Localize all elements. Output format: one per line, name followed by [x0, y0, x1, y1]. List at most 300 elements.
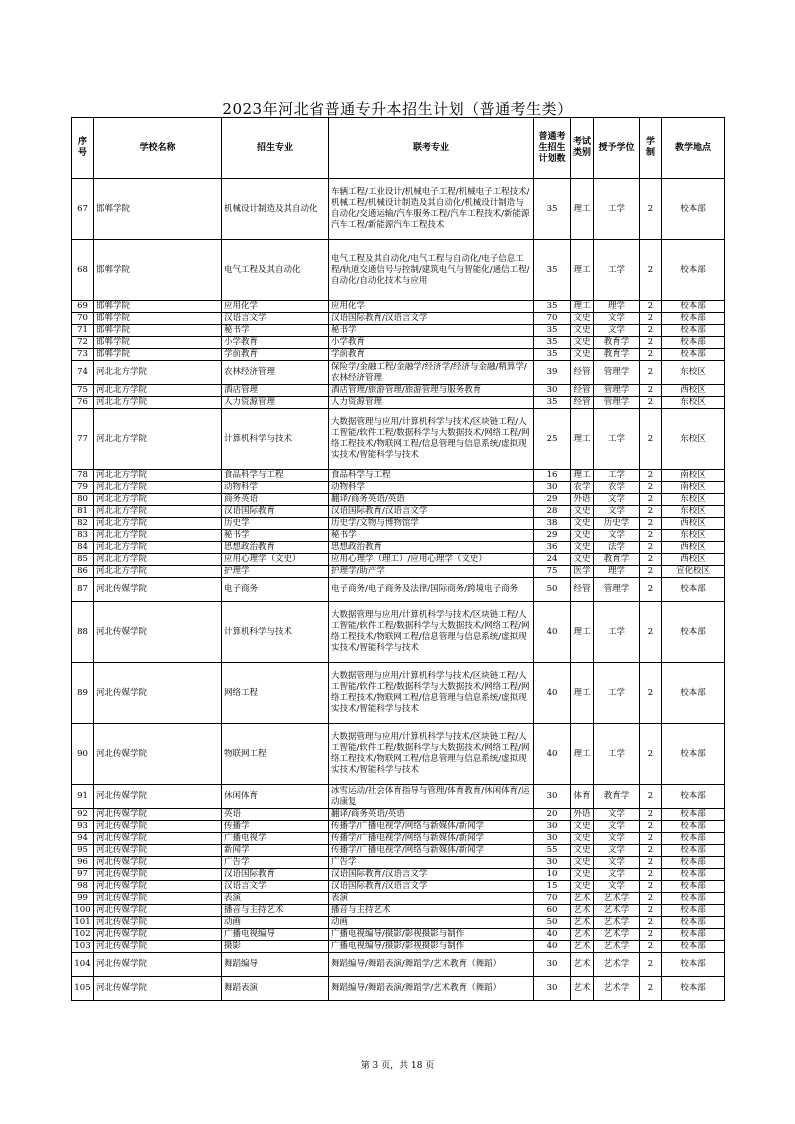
table-row	[72, 578, 725, 602]
quota: 30	[534, 953, 571, 977]
row-index: 69	[72, 301, 94, 313]
major-name: 摄影	[222, 941, 329, 953]
location: 西校区	[662, 518, 725, 530]
quota: 28	[534, 506, 571, 518]
exam-type: 文史	[571, 349, 594, 361]
duration: 2	[640, 602, 662, 663]
quota: 35	[534, 240, 571, 301]
school-name: 河北北方学院	[94, 554, 222, 566]
location: 校本部	[662, 337, 725, 349]
exam-type: 文史	[571, 869, 594, 881]
table-row	[72, 833, 725, 845]
degree: 艺术学	[594, 941, 640, 953]
degree: 文学	[594, 506, 640, 518]
duration: 2	[640, 337, 662, 349]
row-index: 98	[72, 881, 94, 893]
quota: 40	[534, 724, 571, 785]
exam-type: 艺术	[571, 893, 594, 905]
degree: 文学	[594, 833, 640, 845]
degree: 工学	[594, 663, 640, 724]
major-name: 传播学	[222, 821, 329, 833]
school-name: 河北北方学院	[94, 518, 222, 530]
degree: 法学	[594, 542, 640, 554]
location: 校本部	[662, 917, 725, 929]
row-index: 76	[72, 397, 94, 409]
location: 南校区	[662, 470, 725, 482]
duration: 2	[640, 566, 662, 578]
joint-majors: 护理学/助产学	[329, 566, 534, 578]
location: 校本部	[662, 325, 725, 337]
quota: 39	[534, 361, 571, 385]
joint-majors: 大数据管理与应用/计算机科学与技术/区块链工程/人工智能/软件工程/数据科学与大数据技术/网络工程/网络工程技术/物联网工程/信息管理与信息系统/虚拟现实技术/智能科学与技术	[329, 409, 534, 470]
exam-type: 理工	[571, 602, 594, 663]
joint-majors: 小学教育	[329, 337, 534, 349]
degree: 理学	[594, 566, 640, 578]
major-name: 广告学	[222, 857, 329, 869]
joint-majors: 学前教育	[329, 349, 534, 361]
school-name: 河北传媒学院	[94, 941, 222, 953]
joint-majors: 汉语国际教育/汉语言文学	[329, 881, 534, 893]
major-name: 广播电视编导	[222, 929, 329, 941]
exam-type: 理工	[571, 240, 594, 301]
degree: 艺术学	[594, 893, 640, 905]
major-name: 动物科学	[222, 482, 329, 494]
major-name: 农林经济管理	[222, 361, 329, 385]
degree: 文学	[594, 313, 640, 325]
joint-majors: 广播电视编导/摄影/影视摄影与制作	[329, 941, 534, 953]
exam-type: 体育	[571, 785, 594, 809]
duration: 2	[640, 470, 662, 482]
exam-type: 文史	[571, 821, 594, 833]
table-row	[72, 482, 725, 494]
degree: 艺术学	[594, 905, 640, 917]
joint-majors: 酒店管理/旅游管理/旅游管理与服务教育	[329, 385, 534, 397]
joint-majors: 汉语国际教育/汉语言文学	[329, 506, 534, 518]
duration: 2	[640, 313, 662, 325]
duration: 2	[640, 663, 662, 724]
table-row	[72, 785, 725, 809]
location: 校本部	[662, 602, 725, 663]
exam-type: 农学	[571, 482, 594, 494]
exam-type: 医学	[571, 566, 594, 578]
degree: 历史学	[594, 518, 640, 530]
location: 校本部	[662, 893, 725, 905]
quota: 30	[534, 833, 571, 845]
school-name: 河北传媒学院	[94, 821, 222, 833]
quota: 30	[534, 977, 571, 1001]
joint-majors: 舞蹈编导/舞蹈表演/舞蹈学/艺术教育（舞蹈）	[329, 977, 534, 1001]
exam-type: 理工	[571, 663, 594, 724]
exam-type: 文史	[571, 337, 594, 349]
major-name: 播音与主持艺术	[222, 905, 329, 917]
quota: 35	[534, 349, 571, 361]
major-name: 商务英语	[222, 494, 329, 506]
row-index: 89	[72, 663, 94, 724]
degree: 工学	[594, 240, 640, 301]
location: 校本部	[662, 905, 725, 917]
duration: 2	[640, 542, 662, 554]
header-major: 招生专业	[222, 118, 329, 179]
degree: 文学	[594, 821, 640, 833]
row-index: 75	[72, 385, 94, 397]
row-index: 91	[72, 785, 94, 809]
exam-type: 文史	[571, 530, 594, 542]
duration: 2	[640, 482, 662, 494]
exam-type: 理工	[571, 301, 594, 313]
row-index: 83	[72, 530, 94, 542]
quota: 38	[534, 518, 571, 530]
school-name: 河北传媒学院	[94, 578, 222, 602]
table-row	[72, 506, 725, 518]
major-name: 英语	[222, 809, 329, 821]
quota: 35	[534, 397, 571, 409]
joint-majors: 翻译/商务英语/英语	[329, 809, 534, 821]
degree: 管理学	[594, 385, 640, 397]
table-row	[72, 470, 725, 482]
degree: 工学	[594, 724, 640, 785]
exam-type: 经管	[571, 385, 594, 397]
degree: 文学	[594, 869, 640, 881]
table-row	[72, 385, 725, 397]
quota: 24	[534, 554, 571, 566]
exam-type: 文史	[571, 506, 594, 518]
joint-majors: 大数据管理与应用/计算机科学与技术/区块链工程/人工智能/软件工程/数据科学与大数据技术/网络工程/网络工程技术/物联网工程/信息管理与信息系统/虚拟现实技术/智能科学与技术	[329, 724, 534, 785]
row-index: 94	[72, 833, 94, 845]
duration: 2	[640, 953, 662, 977]
major-name: 汉语国际教育	[222, 869, 329, 881]
table-row	[72, 857, 725, 869]
school-name: 河北传媒学院	[94, 893, 222, 905]
school-name: 邯郸学院	[94, 179, 222, 240]
row-index: 99	[72, 893, 94, 905]
duration: 2	[640, 385, 662, 397]
exam-type: 艺术	[571, 905, 594, 917]
quota: 35	[534, 337, 571, 349]
joint-majors: 传播学/广播电视学/网络与新媒体/新闻学	[329, 845, 534, 857]
row-index: 68	[72, 240, 94, 301]
exam-type: 文史	[571, 518, 594, 530]
quota: 35	[534, 325, 571, 337]
major-name: 物联网工程	[222, 724, 329, 785]
joint-majors: 汉语国际教育/汉语言文学	[329, 313, 534, 325]
duration: 2	[640, 349, 662, 361]
table-row	[72, 821, 725, 833]
location: 校本部	[662, 833, 725, 845]
location: 校本部	[662, 313, 725, 325]
location: 校本部	[662, 845, 725, 857]
exam-type: 艺术	[571, 953, 594, 977]
duration: 2	[640, 530, 662, 542]
major-name: 思想政治教育	[222, 542, 329, 554]
joint-majors: 舞蹈编导/舞蹈表演/舞蹈学/艺术教育（舞蹈）	[329, 953, 534, 977]
quota: 30	[534, 785, 571, 809]
row-index: 70	[72, 313, 94, 325]
school-name: 河北传媒学院	[94, 905, 222, 917]
table-row	[72, 953, 725, 977]
quota: 60	[534, 905, 571, 917]
major-name: 电子商务	[222, 578, 329, 602]
degree: 农学	[594, 482, 640, 494]
degree: 管理学	[594, 578, 640, 602]
quota: 40	[534, 941, 571, 953]
exam-type: 文史	[571, 542, 594, 554]
major-name: 舞蹈表演	[222, 977, 329, 1001]
degree: 工学	[594, 179, 640, 240]
joint-majors: 车辆工程/工业设计/机械电子工程/机械电子工程技术/机械工程/机械设计制造及其自动化/机械设计制造与自动化/交通运输/汽车服务工程/汽车工程技术/新能源汽车工程/新能源汽车工程技术	[329, 179, 534, 240]
exam-type: 艺术	[571, 977, 594, 1001]
major-name: 动画	[222, 917, 329, 929]
quota: 16	[534, 470, 571, 482]
major-name: 表演	[222, 893, 329, 905]
school-name: 邯郸学院	[94, 301, 222, 313]
exam-type: 文史	[571, 845, 594, 857]
quota: 50	[534, 917, 571, 929]
duration: 2	[640, 554, 662, 566]
quota: 35	[534, 301, 571, 313]
header-degree: 授予学位	[594, 118, 640, 179]
exam-type: 艺术	[571, 941, 594, 953]
school-name: 河北传媒学院	[94, 845, 222, 857]
major-name: 广播电视学	[222, 833, 329, 845]
exam-type: 文史	[571, 325, 594, 337]
location: 校本部	[662, 953, 725, 977]
school-name: 河北北方学院	[94, 482, 222, 494]
quota: 30	[534, 857, 571, 869]
degree: 教育学	[594, 785, 640, 809]
school-name: 河北北方学院	[94, 361, 222, 385]
duration: 2	[640, 917, 662, 929]
quota: 29	[534, 494, 571, 506]
quota: 29	[534, 530, 571, 542]
header-index: 序号	[72, 118, 94, 179]
location: 西校区	[662, 554, 725, 566]
row-index: 86	[72, 566, 94, 578]
row-index: 97	[72, 869, 94, 881]
location: 校本部	[662, 881, 725, 893]
location: 校本部	[662, 785, 725, 809]
row-index: 101	[72, 917, 94, 929]
table-row	[72, 240, 725, 301]
duration: 2	[640, 881, 662, 893]
location: 宣化校区	[662, 566, 725, 578]
location: 校本部	[662, 977, 725, 1001]
location: 校本部	[662, 240, 725, 301]
row-index: 103	[72, 941, 94, 953]
joint-majors: 历史学/文物与博物馆学	[329, 518, 534, 530]
major-name: 学前教育	[222, 349, 329, 361]
row-index: 74	[72, 361, 94, 385]
degree: 艺术学	[594, 917, 640, 929]
joint-majors: 汉语国际教育/汉语言文学	[329, 869, 534, 881]
table-row	[72, 361, 725, 385]
school-name: 河北传媒学院	[94, 917, 222, 929]
table-row	[72, 905, 725, 917]
header-duration: 学制	[640, 118, 662, 179]
exam-type: 经管	[571, 361, 594, 385]
school-name: 河北北方学院	[94, 409, 222, 470]
major-name: 秘书学	[222, 530, 329, 542]
quota: 75	[534, 566, 571, 578]
row-index: 82	[72, 518, 94, 530]
degree: 文学	[594, 857, 640, 869]
degree: 艺术学	[594, 953, 640, 977]
row-index: 73	[72, 349, 94, 361]
exam-type: 文史	[571, 313, 594, 325]
joint-majors: 秘书学	[329, 325, 534, 337]
exam-type: 外语	[571, 494, 594, 506]
degree: 教育学	[594, 337, 640, 349]
degree: 工学	[594, 409, 640, 470]
major-name: 人力资源管理	[222, 397, 329, 409]
joint-majors: 广播电视编导/摄影/影视摄影与制作	[329, 929, 534, 941]
major-name: 电气工程及其自动化	[222, 240, 329, 301]
major-name: 秘书学	[222, 325, 329, 337]
school-name: 河北传媒学院	[94, 602, 222, 663]
joint-majors: 应用心理学（理工）/应用心理学（文史）	[329, 554, 534, 566]
school-name: 河北传媒学院	[94, 977, 222, 1001]
major-name: 酒店管理	[222, 385, 329, 397]
degree: 工学	[594, 602, 640, 663]
school-name: 河北北方学院	[94, 385, 222, 397]
school-name: 河北传媒学院	[94, 785, 222, 809]
duration: 2	[640, 578, 662, 602]
table-row	[72, 337, 725, 349]
table-row	[72, 397, 725, 409]
exam-type: 理工	[571, 470, 594, 482]
joint-majors: 翻译/商务英语/英语	[329, 494, 534, 506]
degree: 艺术学	[594, 929, 640, 941]
table-row	[72, 929, 725, 941]
row-index: 72	[72, 337, 94, 349]
exam-type: 理工	[571, 179, 594, 240]
major-name: 汉语国际教育	[222, 506, 329, 518]
table-row	[72, 881, 725, 893]
major-name: 食品科学与工程	[222, 470, 329, 482]
duration: 2	[640, 941, 662, 953]
table-row	[72, 349, 725, 361]
joint-majors: 保险学/金融工程/金融学/经济学/经济与金融/精算学/农林经济管理	[329, 361, 534, 385]
major-name: 计算机科学与技术	[222, 602, 329, 663]
location: 校本部	[662, 821, 725, 833]
location: 校本部	[662, 929, 725, 941]
header-quota: 普通考生招生计划数	[534, 118, 571, 179]
school-name: 邯郸学院	[94, 325, 222, 337]
exam-type: 文史	[571, 833, 594, 845]
row-index: 90	[72, 724, 94, 785]
joint-majors: 表演	[329, 893, 534, 905]
row-index: 95	[72, 845, 94, 857]
duration: 2	[640, 409, 662, 470]
table-row	[72, 869, 725, 881]
joint-majors: 食品科学与工程	[329, 470, 534, 482]
location: 校本部	[662, 179, 725, 240]
exam-type: 理工	[571, 724, 594, 785]
quota: 40	[534, 602, 571, 663]
location: 东校区	[662, 530, 725, 542]
school-name: 河北传媒学院	[94, 724, 222, 785]
major-name: 小学教育	[222, 337, 329, 349]
duration: 2	[640, 724, 662, 785]
location: 校本部	[662, 857, 725, 869]
duration: 2	[640, 893, 662, 905]
joint-majors: 大数据管理与应用/计算机科学与技术/区块链工程/人工智能/软件工程/数据科学与大数据技术/网络工程/网络工程技术/物联网工程/信息管理与信息系统/虚拟现实技术/智能科学与技术	[329, 602, 534, 663]
row-index: 81	[72, 506, 94, 518]
degree: 管理学	[594, 361, 640, 385]
major-name: 历史学	[222, 518, 329, 530]
school-name: 河北传媒学院	[94, 663, 222, 724]
location: 校本部	[662, 349, 725, 361]
table-row	[72, 301, 725, 313]
major-name: 汉语言文学	[222, 313, 329, 325]
location: 东校区	[662, 397, 725, 409]
degree: 文学	[594, 530, 640, 542]
degree: 理学	[594, 301, 640, 313]
school-name: 河北北方学院	[94, 470, 222, 482]
location: 校本部	[662, 869, 725, 881]
quota: 30	[534, 385, 571, 397]
row-index: 78	[72, 470, 94, 482]
location: 校本部	[662, 941, 725, 953]
table-row	[72, 663, 725, 724]
table-row	[72, 977, 725, 1001]
school-name: 河北传媒学院	[94, 929, 222, 941]
joint-majors: 传播学/广播电视学/网络与新媒体/新闻学	[329, 833, 534, 845]
table-row	[72, 917, 725, 929]
duration: 2	[640, 506, 662, 518]
table-row	[72, 566, 725, 578]
quota: 40	[534, 663, 571, 724]
degree: 文学	[594, 325, 640, 337]
duration: 2	[640, 809, 662, 821]
location: 校本部	[662, 301, 725, 313]
table-row	[72, 530, 725, 542]
duration: 2	[640, 929, 662, 941]
school-name: 邯郸学院	[94, 240, 222, 301]
major-name: 舞蹈编导	[222, 953, 329, 977]
school-name: 河北北方学院	[94, 397, 222, 409]
duration: 2	[640, 494, 662, 506]
school-name: 河北传媒学院	[94, 809, 222, 821]
joint-majors: 秘书学	[329, 530, 534, 542]
degree: 文学	[594, 845, 640, 857]
school-name: 河北北方学院	[94, 542, 222, 554]
quota: 40	[534, 929, 571, 941]
quota: 15	[534, 881, 571, 893]
major-name: 网络工程	[222, 663, 329, 724]
quota: 70	[534, 313, 571, 325]
joint-majors: 传播学/广播电视学/网络与新媒体/新闻学	[329, 821, 534, 833]
quota: 10	[534, 869, 571, 881]
table-row	[72, 313, 725, 325]
duration: 2	[640, 905, 662, 917]
school-name: 河北传媒学院	[94, 869, 222, 881]
duration: 2	[640, 361, 662, 385]
quota: 20	[534, 809, 571, 821]
joint-majors: 思想政治教育	[329, 542, 534, 554]
row-index: 100	[72, 905, 94, 917]
quota: 30	[534, 821, 571, 833]
table-row	[72, 724, 725, 785]
joint-majors: 人力资源管理	[329, 397, 534, 409]
duration: 2	[640, 518, 662, 530]
row-index: 80	[72, 494, 94, 506]
school-name: 河北北方学院	[94, 494, 222, 506]
quota: 36	[534, 542, 571, 554]
table-row	[72, 494, 725, 506]
quota: 35	[534, 179, 571, 240]
duration: 2	[640, 869, 662, 881]
degree: 艺术学	[594, 977, 640, 1001]
